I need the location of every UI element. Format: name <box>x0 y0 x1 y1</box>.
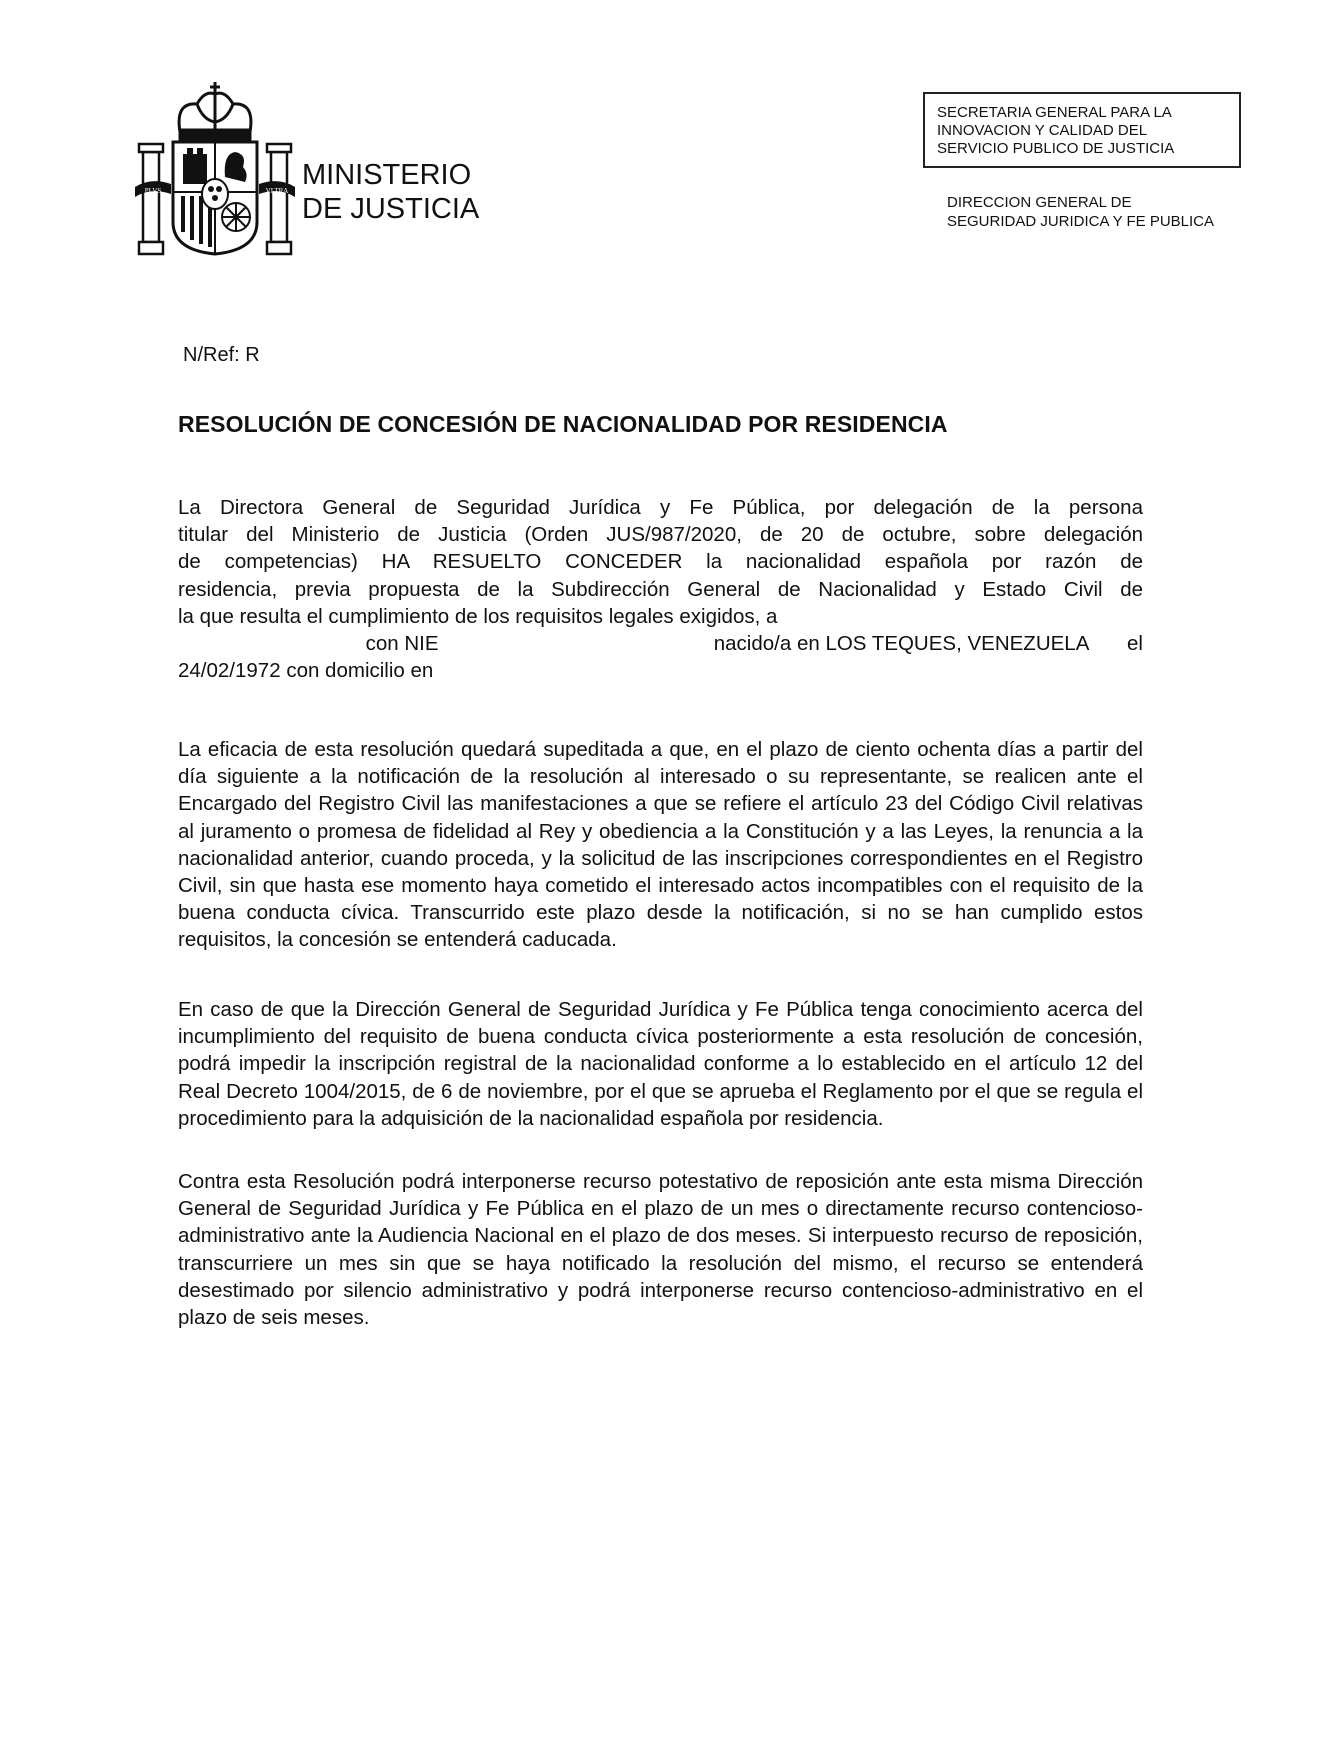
birthplace-suffix: el <box>1127 632 1143 656</box>
paragraph-line: la que resulta el cumplimiento de los requisitos legales exigidos, a <box>178 604 778 628</box>
redacted-region <box>476 630 676 657</box>
domicile-label: con domicilio en <box>286 659 434 683</box>
paragraph-line <box>178 630 1143 657</box>
svg-text:PLVS: PLVS <box>144 187 162 195</box>
ministry-name <box>302 158 479 226</box>
nie-label: con NIE <box>365 632 439 656</box>
paragraph-efficacy: La eficacia de esta resolución quedará supeditada a que, en el plazo de ciento ochenta días a partir del día siguiente a la notificación de la resolución al interesado o su representante, se realicen ante el Encargado del Registro Civil las manifestaciones a que se refiere el artículo 23 del Código Civil relativas al juramento o promesa de fidelidad al Rey y obediencia a la Constitución y a las Leyes, la renuncia a la nacionalidad anterior, cuando proceda, y la solicitud de las inscripciones correspondientes en el Registro Civil, sin que hasta ese momento haya cometido el interesado actos incompatibles con el requisito de la buena conducta cívica. Transcurrido este plazo desde la notificación, si no se han cumplido estos requisitos, la concesión se entenderá caducada. <box>178 738 1143 952</box>
secretaria-line: SERVICIO PUBLICO DE JUSTICIA <box>937 140 1175 157</box>
secretaria-line: SECRETARIA GENERAL PARA LA <box>937 104 1172 121</box>
paragraph-line <box>178 657 1143 684</box>
direccion-line: DIRECCION GENERAL DE <box>947 194 1132 211</box>
paragraph-appeal: Contra esta Resolución podrá interponerse recurso potestativo de reposición ante esta misma Dirección General de Seguridad Jurídica y Fe Pública en el plazo de un mes o directamente recurso contencioso-administrativo ante la Audiencia Nacional en el plazo de dos meses. Si interpuesto recurso de reposición, transcurriere un mes sin que se haya notificado la resolución del mismo, el recurso se entenderá desestimado por silencio administrativo y podrá interponerse recurso contencioso-administrativo en el plazo de seis meses. <box>178 1170 1143 1330</box>
paragraph-resolution <box>178 494 1143 684</box>
redacted-region <box>178 630 328 657</box>
secretaria-line: INNOVACION Y CALIDAD DEL <box>937 122 1148 139</box>
paragraph-line: titular del Ministerio de Justicia (Orden JUS/987/2020, de 20 de octubre, sobre delegación <box>178 523 1143 547</box>
reference-label: N/Ref: R <box>183 344 260 366</box>
reference-number <box>183 344 260 367</box>
direccion-line: SEGURIDAD JURIDICA Y FE PUBLICA <box>947 213 1215 230</box>
birth-date: 24/02/1972 <box>178 659 281 683</box>
secretaria-general-box <box>923 92 1241 168</box>
coat-of-arms-of-spain-icon <box>135 82 295 257</box>
paragraph-line: de competencias) HA RESUELTO CONCEDER la nacionalidad española por razón de <box>178 550 1143 574</box>
direccion-general <box>947 193 1214 231</box>
ministry-line-2: DE JUSTICIA <box>302 193 480 225</box>
paragraph-line: residencia, previa propuesta de la Subdirección General de Nacionalidad y Estado Civil de <box>178 577 1143 601</box>
document-title: RESOLUCIÓN DE CONCESIÓN DE NACIONALIDAD POR RESIDENCIA <box>178 411 948 437</box>
paragraph-civic-conduct: En caso de que la Dirección General de Seguridad Jurídica y Fe Pública tenga conocimiento acerca del incumplimiento del requisito de buena conducta cívica posteriormente a esta resolución de concesión, podrá impedir la inscripción registral de la nacionalidad conforme a lo establecido en el artículo 12 del Real Decreto 1004/2015, de 6 de noviembre, por el que se aprueba el Reglamento por el que se regula el procedimiento para la adquisición de la nacionalidad española por residencia. <box>178 998 1143 1130</box>
paragraph-line: La Directora General de Seguridad Jurídica y Fe Pública, por delegación de la persona <box>178 496 1143 519</box>
birthplace-text: nacido/a en LOS TEQUES, VENEZUELA <box>713 632 1090 656</box>
svg-text:VLTRA: VLTRA <box>265 187 289 195</box>
ministry-line-1: MINISTERIO <box>302 159 472 191</box>
